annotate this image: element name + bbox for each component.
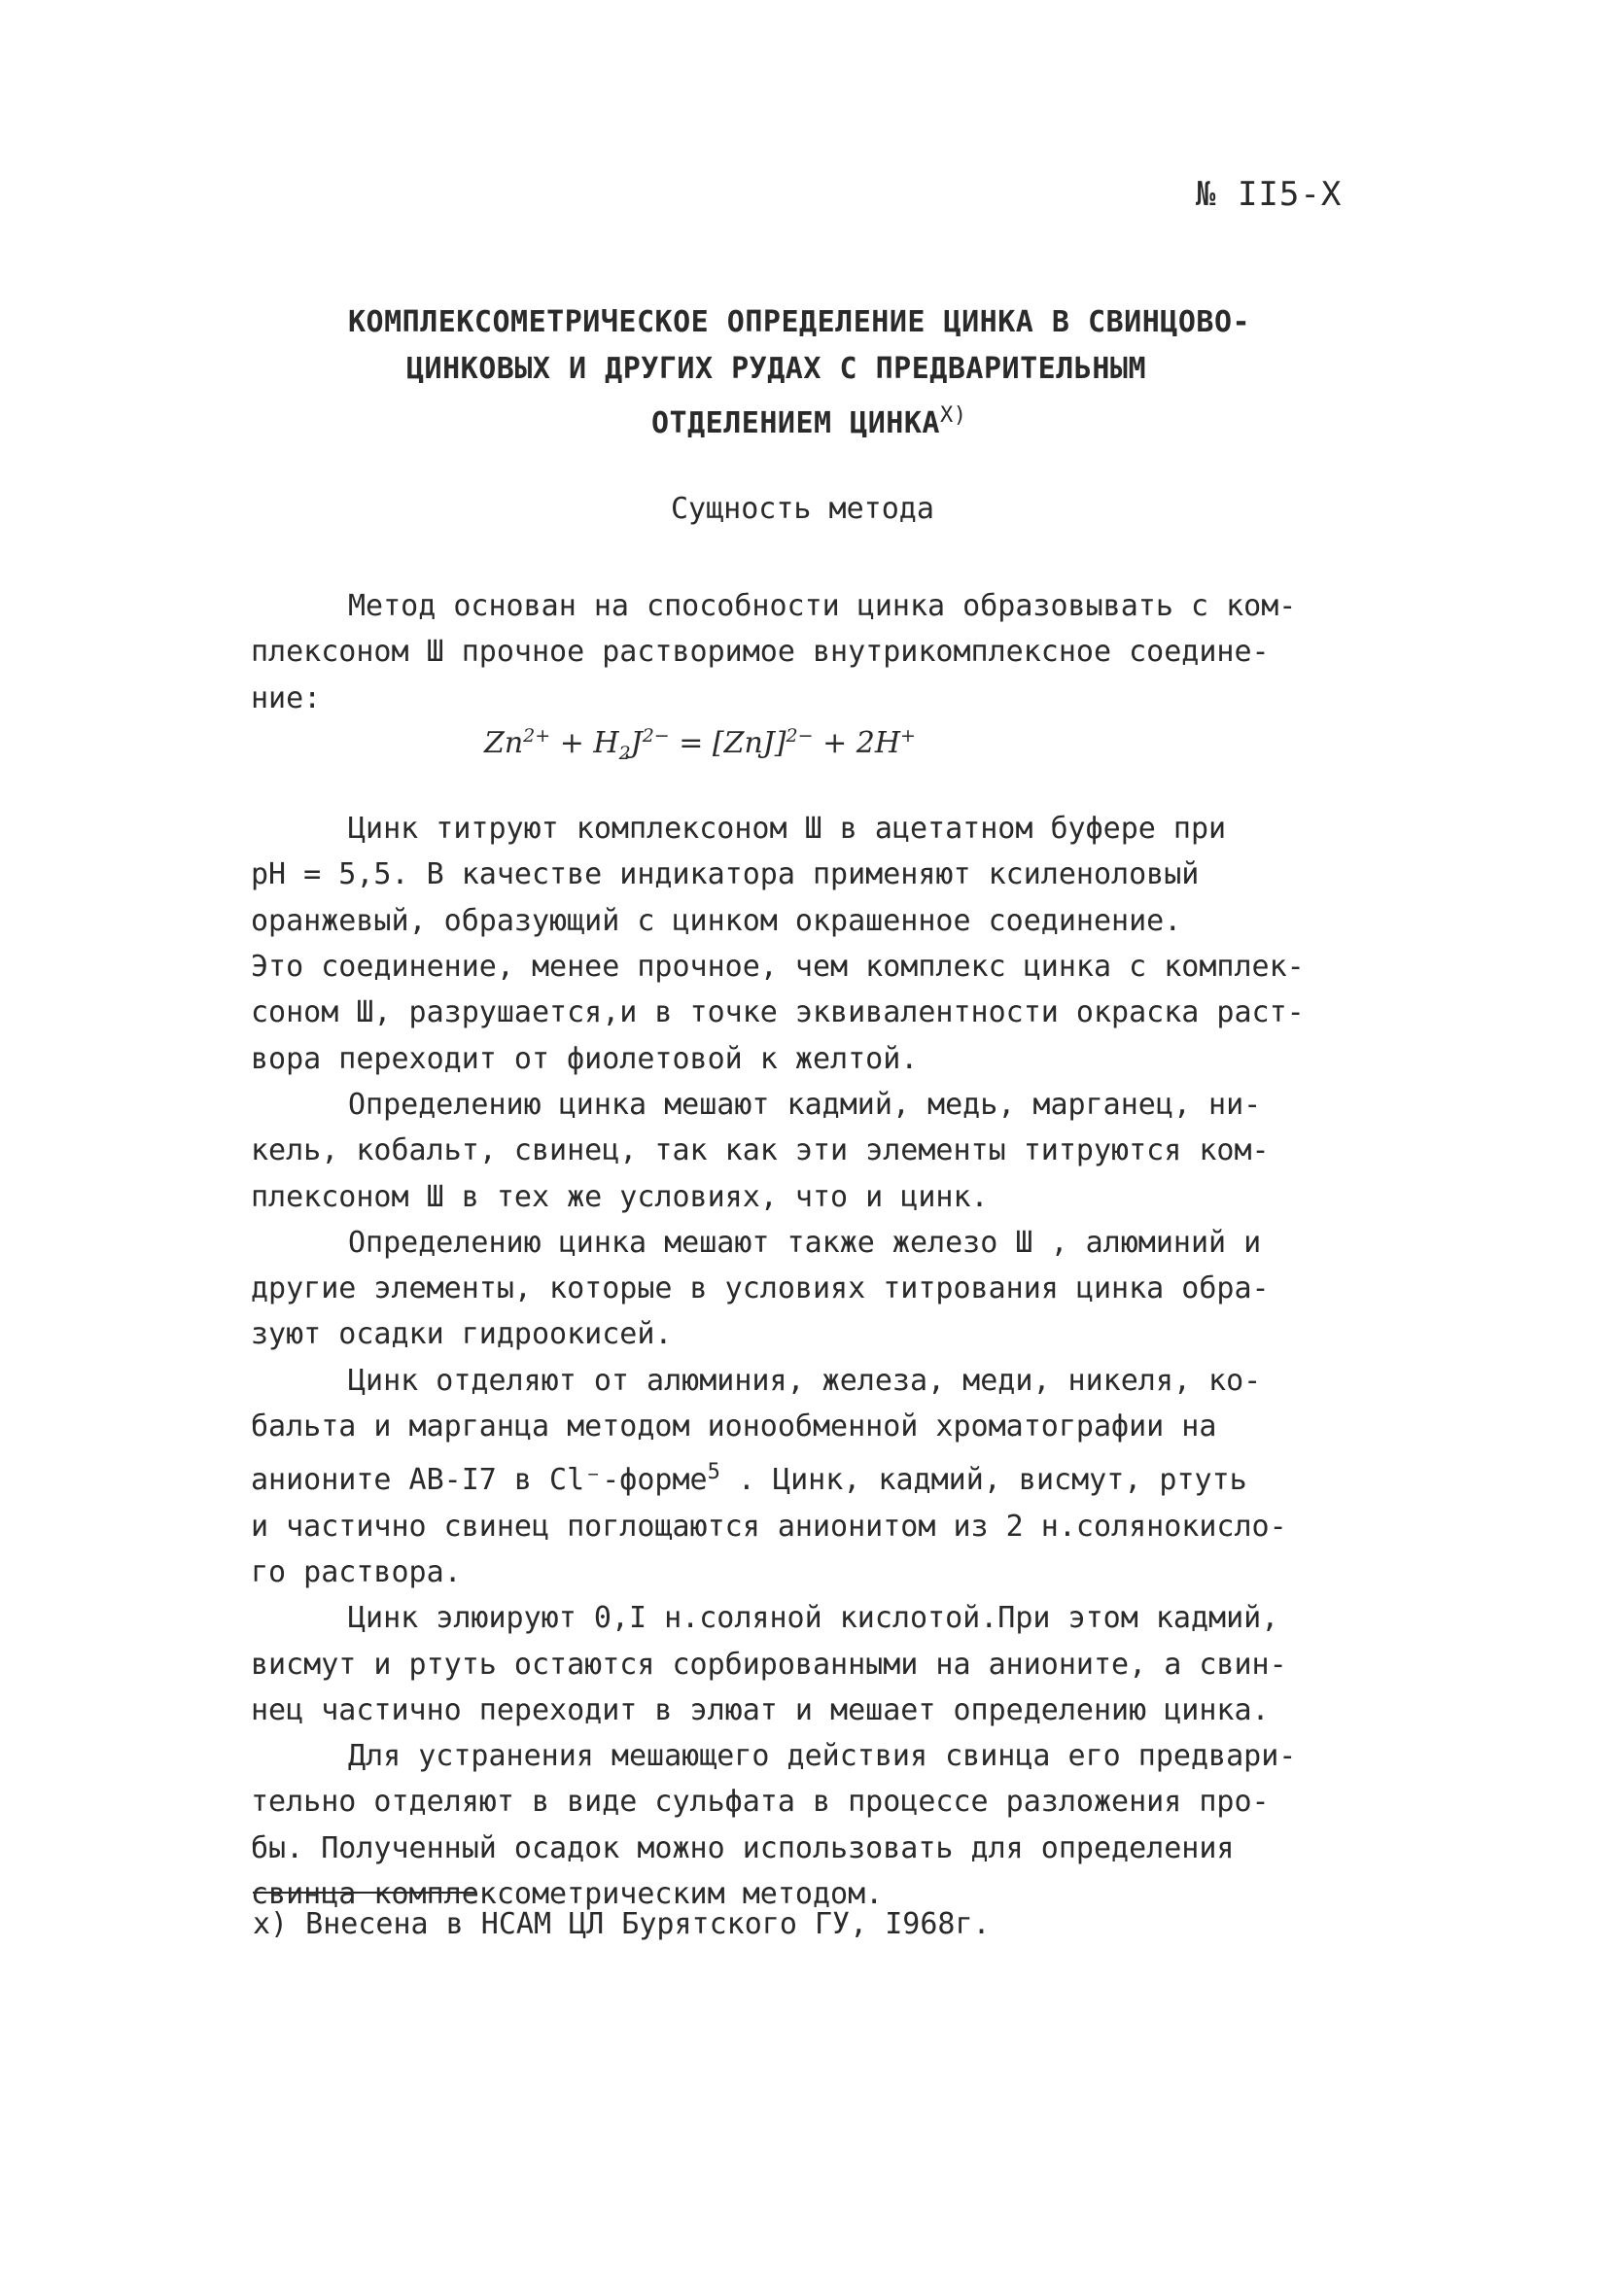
intro-line: ние:	[251, 680, 322, 715]
title-line-3	[321, 393, 1312, 447]
paragraph-line: кель, кобальт, свинец, так как эти элементы титруются ком-	[251, 1133, 1270, 1168]
paragraph-line: тельно отделяют в виде сульфата в процессе разложения про-	[251, 1785, 1270, 1820]
paragraph-line: вора переходит от фиолетовой к желтой.	[251, 1041, 919, 1076]
paragraph-line: Цинк титруют комплексоном Ш в ацетатном буфере при	[348, 812, 1227, 847]
paragraph-line: висмут и ртуть остаются сорбированными на анионите, а свин-	[251, 1647, 1287, 1682]
paragraph-line: Для устранения мешающего действия свинца его предвари-	[348, 1739, 1297, 1774]
title-line-2: ЦИНКОВЫХ И ДРУГИХ РУДАХ С ПРЕДВАРИТЕЛЬНЫМ	[406, 352, 1147, 386]
paragraph-line: Определению цинка мешают также железо Ш , алюминий и	[348, 1225, 1262, 1260]
paragraph-line: Это соединение, менее прочное, чем комплекс цинка с комплек-	[251, 950, 1305, 985]
eq-zn: Zn	[484, 725, 524, 760]
paragraph-line: Определению цинка мешают кадмий, медь, марганец, ни-	[348, 1087, 1262, 1122]
footnote: х) Внесена в НСАМ ЦЛ Бурятского ГУ, I968г.	[253, 1907, 991, 1941]
body-text	[251, 583, 1388, 1917]
eq-plus-2h: + 2H	[813, 725, 900, 760]
eq-complex: = [ZnJ]	[669, 725, 787, 760]
eq-j-charge: 2−	[642, 724, 670, 747]
eq-zn-charge: 2+	[523, 724, 551, 747]
eq-plus-h: + H	[550, 725, 619, 760]
paragraph-line: оранжевый, образующий с цинком окрашенное соединение.	[251, 903, 1182, 938]
title-line-1: КОМПЛЕКСОМЕТРИЧЕСКОЕ ОПРЕДЕЛЕНИЕ ЦИНКА В СВИНЦОВО-	[348, 305, 1251, 339]
paragraph-line: го раствора.	[251, 1554, 462, 1589]
eq-h-subscript: 2	[618, 742, 631, 764]
paragraph-line: бы. Полученный осадок можно использовать для определения	[251, 1830, 1235, 1865]
paragraph-line: pH = 5,5. В качестве индикатора применяют ксиленоловый	[251, 857, 1200, 892]
special-line-before: анионите АВ-I7 в Cl⁻-форме	[251, 1463, 708, 1498]
paragraph-line: и частично свинец поглощаются анионитом из 2 н.солянокисло-	[251, 1509, 1287, 1544]
paragraph-line: бальта и марганца методом ионообменной хроматографии на	[251, 1409, 1217, 1444]
intro-line: плексоном Ш прочное растворимое внутрикомплексное соедине-	[251, 635, 1270, 670]
paragraph-line: Цинк элюируют 0,I н.соляной кислотой.При этом кадмий,	[348, 1601, 1279, 1636]
document-number: № II5-Х	[1196, 175, 1343, 214]
paragraph-line: свинца комплексометрическим методом.	[251, 1877, 884, 1912]
document-title	[321, 299, 1312, 447]
reaction-equation	[251, 713, 1388, 777]
paragraph-line: зуют осадки гидроокисей.	[251, 1317, 673, 1352]
eq-j: J	[630, 725, 643, 760]
paragraph-line: Цинк отделяют от алюминия, железа, меди, никеля, ко-	[348, 1363, 1262, 1398]
eq-h-charge: +	[900, 724, 916, 747]
eq-complex-charge: 2−	[786, 724, 814, 747]
intro-line: Метод основан на способности цинка образовывать с ком-	[348, 589, 1297, 623]
title-line-3-text: ОТДЕЛЕНИЕМ ЦИНКА	[651, 406, 940, 440]
paragraph-line: плексоном Ш в тех же условиях, что и цинк.	[251, 1179, 989, 1214]
paragraph-line: другие элементы, которые в условиях титрования цинка обра-	[251, 1271, 1270, 1306]
footnote-divider	[253, 1892, 476, 1894]
reference-superscript: 5	[707, 1460, 720, 1485]
title-footnote-mark: Х)	[939, 403, 967, 428]
paragraph-line: нец частично переходит в элюат и мешает определению цинка.	[251, 1692, 1270, 1727]
section-heading: Сущность метода	[671, 492, 934, 526]
paragraph-line: соном Ш, разрушается,и в точке эквивалентности окраска раст-	[251, 995, 1305, 1030]
special-line-after: . Цинк, кадмий, висмут, ртуть	[719, 1463, 1247, 1498]
paragraph-line-with-superscript	[251, 1449, 1388, 1503]
